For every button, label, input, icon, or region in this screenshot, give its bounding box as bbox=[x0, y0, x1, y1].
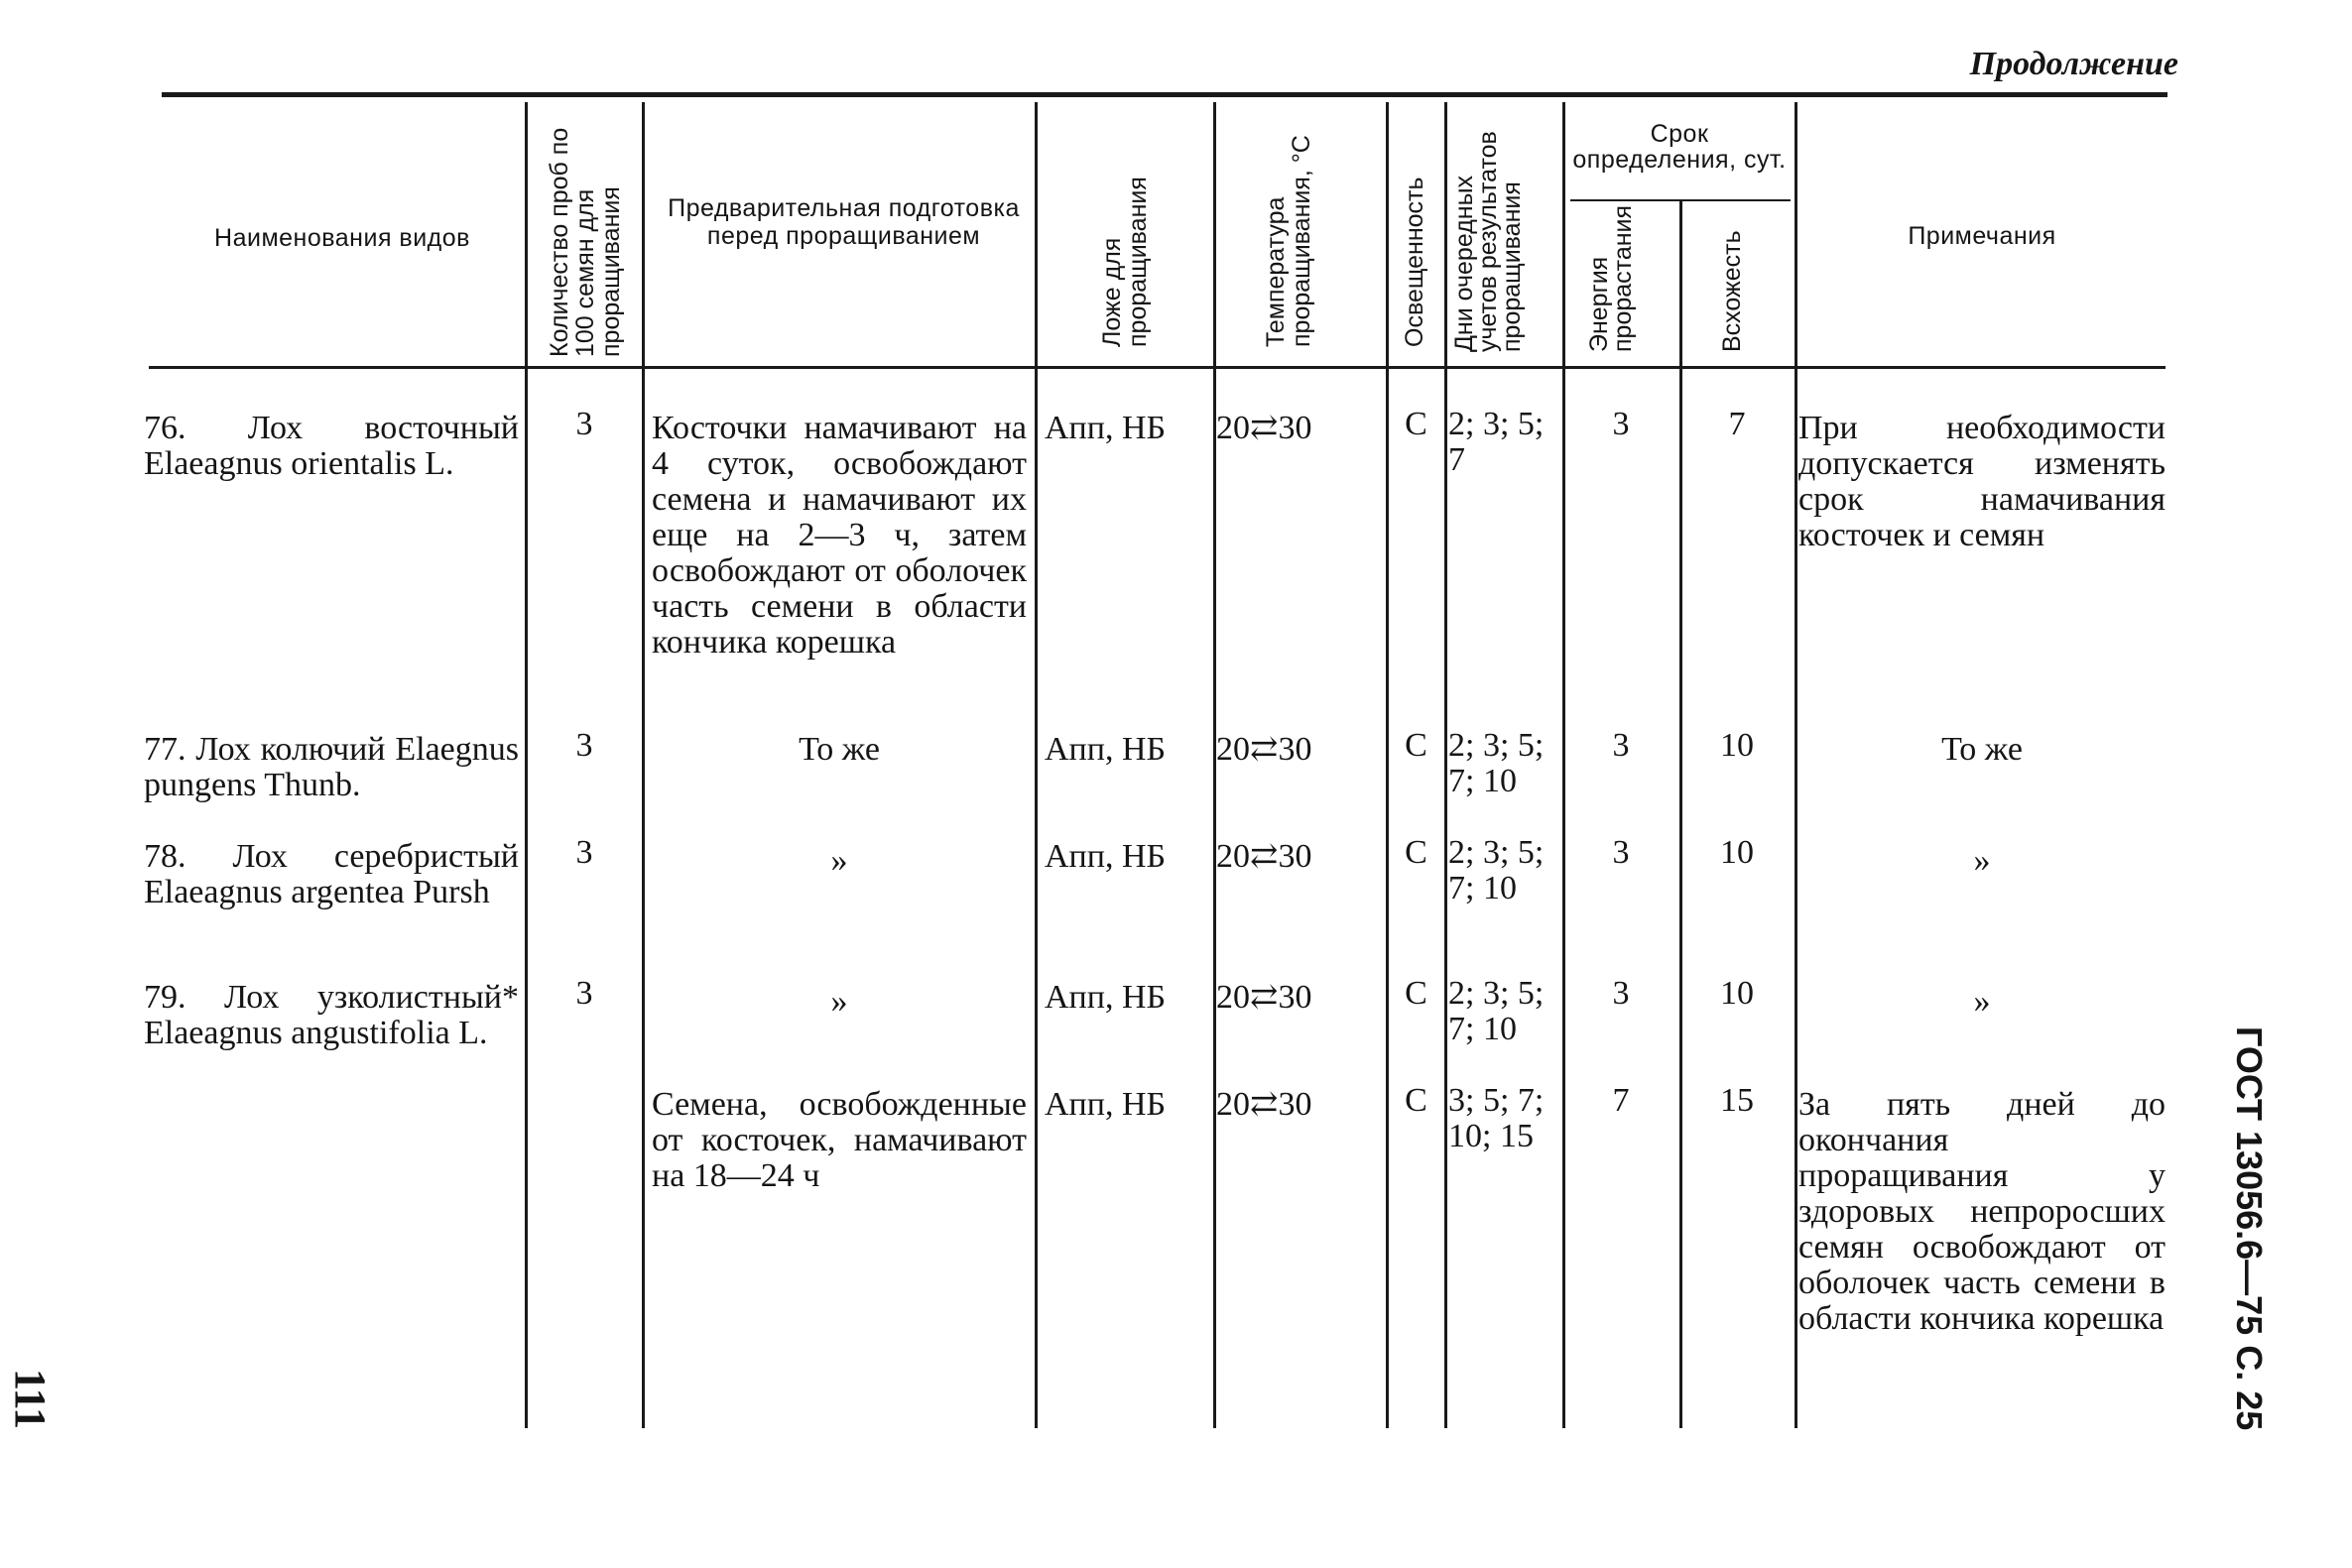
cell-bed: Апп, НБ bbox=[1045, 731, 1167, 768]
cell-energy: 3 bbox=[1612, 727, 1630, 764]
cell-germination: 10 bbox=[1720, 727, 1754, 764]
cell-preparation: Семена, освобожденные от косточек, намачивают на 18—24 ч bbox=[652, 1086, 1027, 1194]
cell-light: С bbox=[1405, 727, 1427, 764]
cell-germination: 10 bbox=[1720, 975, 1754, 1012]
cell-days: 3; 5; 7; 10; 15 bbox=[1448, 1082, 1545, 1154]
cell-samples: 3 bbox=[575, 727, 593, 764]
cell-light: С bbox=[1405, 834, 1427, 871]
cell-energy: 3 bbox=[1612, 406, 1630, 442]
cell-species: 79. Лох узколистный* Elaeagnus angustifolia L. bbox=[144, 979, 519, 1051]
header-term-group: Срок определения, сут. bbox=[1572, 120, 1787, 174]
col-divider bbox=[525, 102, 528, 1428]
cell-temperature: 20⇄30 bbox=[1216, 731, 1312, 768]
header-energy: Энергия прорастания bbox=[1585, 204, 1637, 352]
header-bed: Ложе для проращивания bbox=[1098, 177, 1152, 347]
cell-preparation: » bbox=[830, 983, 848, 1020]
cell-light: С bbox=[1405, 1082, 1427, 1119]
document-code: ГОСТ 13056.6—75 С. 25 bbox=[2229, 1026, 2270, 1431]
col-divider bbox=[1679, 201, 1682, 1428]
cell-days: 2; 3; 5; 7; 10 bbox=[1448, 834, 1545, 906]
cell-temperature: 20⇄30 bbox=[1216, 838, 1312, 875]
cell-notes: То же bbox=[1941, 731, 2023, 768]
cell-species: 76. Лох восточный Elaeagnus orientalis L. bbox=[144, 410, 519, 482]
cell-notes: » bbox=[1973, 983, 1991, 1020]
cell-germination: 15 bbox=[1720, 1082, 1754, 1119]
header-days: Дни очередных учетов результатов проращивания bbox=[1450, 131, 1526, 352]
col-divider bbox=[1795, 102, 1797, 1428]
header-notes: Примечания bbox=[1908, 222, 2056, 250]
col-divider bbox=[1035, 102, 1038, 1428]
col-divider bbox=[1562, 102, 1565, 1428]
cell-samples: 3 bbox=[575, 406, 593, 442]
cell-light: С bbox=[1405, 406, 1427, 442]
header-germination: Всхожесть bbox=[1718, 230, 1746, 352]
page-title: Продолжение bbox=[1969, 46, 2178, 82]
col-divider bbox=[1386, 102, 1389, 1428]
header-light: Освещенность bbox=[1401, 177, 1428, 347]
col-divider bbox=[1444, 102, 1447, 1428]
cell-energy: 3 bbox=[1612, 975, 1630, 1012]
cell-bed: Апп, НБ bbox=[1045, 1086, 1167, 1123]
cell-species: 78. Лох серебристый Elaeagnus argentea Pursh bbox=[144, 838, 519, 910]
cell-samples: 3 bbox=[575, 834, 593, 871]
cell-notes: » bbox=[1973, 842, 1991, 879]
cell-germination: 10 bbox=[1720, 834, 1754, 871]
cell-preparation: » bbox=[830, 842, 848, 879]
col-divider bbox=[642, 102, 645, 1428]
cell-temperature: 20⇄30 bbox=[1216, 1086, 1312, 1123]
header-bottom-rule bbox=[149, 366, 2166, 369]
cell-light: С bbox=[1405, 975, 1427, 1012]
header-samples: Количество проб по 100 семян для проращивания bbox=[546, 127, 625, 357]
table-top-rule bbox=[162, 92, 2167, 97]
cell-days: 2; 3; 5; 7; 10 bbox=[1448, 727, 1545, 799]
cell-temperature: 20⇄30 bbox=[1216, 979, 1312, 1016]
cell-notes: За пять дней до окончания проращивания у здоровых непроросших семян освобождают от оболочек часть семени в области кончика корешка bbox=[1798, 1086, 2166, 1337]
cell-species: 77. Лох колючий Elaegnus pungens Thunb. bbox=[144, 731, 519, 803]
header-species: Наименования видов bbox=[214, 224, 470, 252]
cell-days: 2; 3; 5; 7; 10 bbox=[1448, 975, 1545, 1047]
header-preparation: Предварительная подготовка перед проращиванием bbox=[668, 194, 1020, 250]
cell-samples: 3 bbox=[575, 975, 593, 1012]
cell-bed: Апп, НБ bbox=[1045, 838, 1167, 875]
cell-preparation: Косточки намачивают на 4 суток, освобождают семена и намачивают их еще на 2—3 ч, затем освобождают от оболочек часть семени в области кончика корешка bbox=[652, 410, 1027, 661]
header-temperature: Температура проращивания, °С bbox=[1262, 135, 1315, 347]
cell-preparation: То же bbox=[799, 731, 880, 768]
cell-energy: 3 bbox=[1612, 834, 1630, 871]
cell-temperature: 20⇄30 bbox=[1216, 410, 1312, 446]
cell-notes: При необходимости допускается изменять срок намачивания косточек и семян bbox=[1798, 410, 2166, 553]
page-number-left: 111 bbox=[6, 1369, 55, 1430]
cell-energy: 7 bbox=[1612, 1082, 1630, 1119]
cell-germination: 7 bbox=[1728, 406, 1746, 442]
cell-days: 2; 3; 5; 7 bbox=[1448, 406, 1545, 478]
cell-bed: Апп, НБ bbox=[1045, 979, 1167, 1016]
cell-bed: Апп, НБ bbox=[1045, 410, 1167, 446]
